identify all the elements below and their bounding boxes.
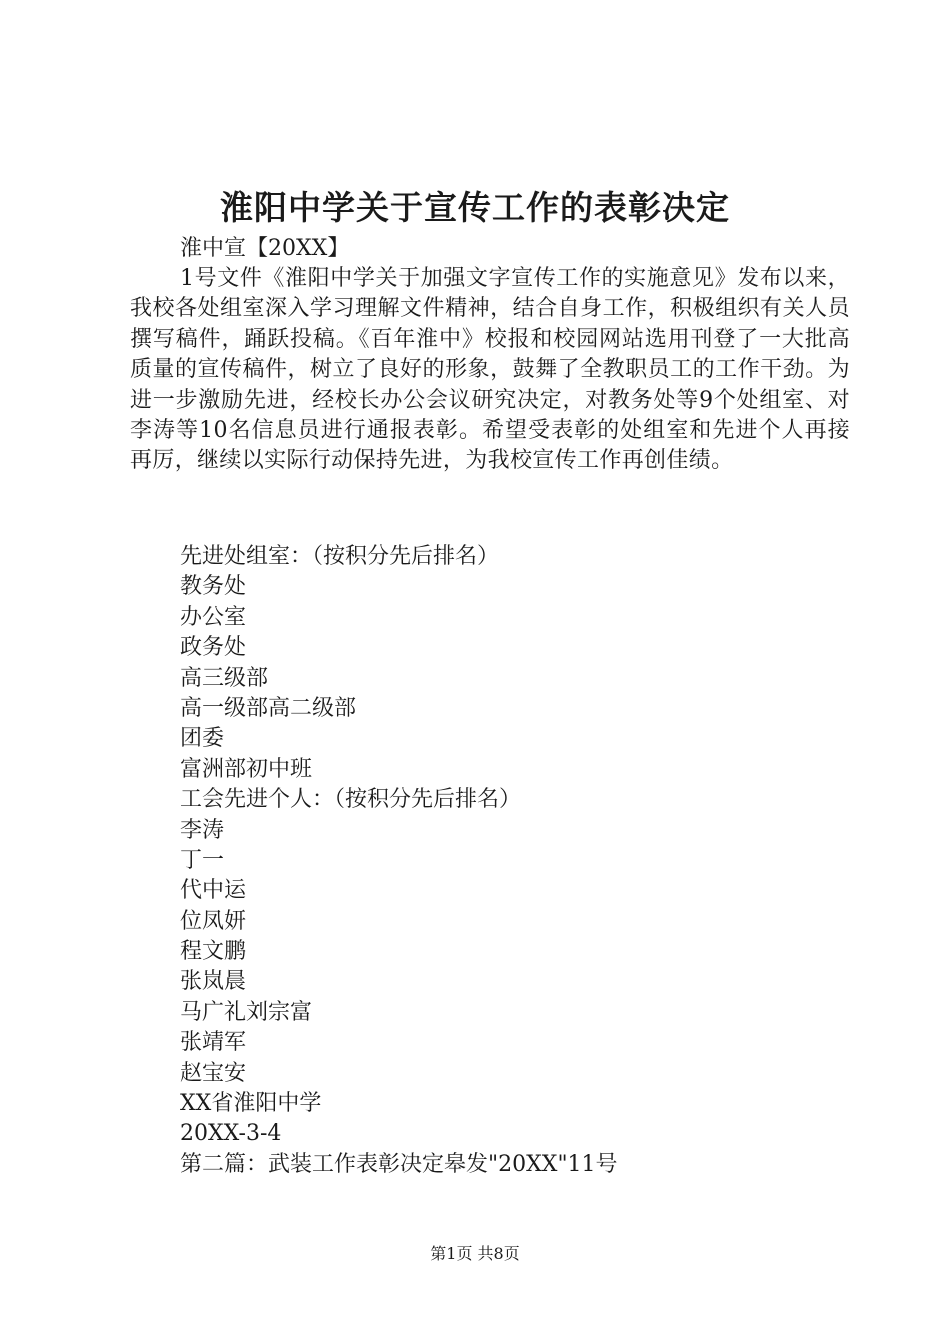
list-item: 先进处组室：（按积分先后排名）: [180, 544, 500, 569]
list-item: 高一级部高二级部: [180, 695, 357, 721]
list-item: 代中运: [180, 878, 247, 904]
list-item: XX省淮阳中学: [180, 1091, 322, 1117]
list-item: 马广礼刘宗富: [180, 999, 313, 1025]
list-item: 李涛: [180, 817, 225, 843]
list-item: 第二篇：武装工作表彰决定皋发"20XX"11号: [180, 1151, 618, 1177]
list-item: 教务处: [180, 574, 247, 600]
list-item: 政务处: [180, 635, 247, 661]
body-paragraph: 1号文件《淮阳中学关于加强文字宣传工作的实施意见》发布以来，我校各处组室深入学习理解文件精神，结合自身工作，积极组织有关人员撰写稿件，踊跃投稿。《百年淮中》校报和校园网站选用刊登了一大批高质量的宣传稿件，树立了良好的形象，鼓舞了全教职员工的工作干劲。为进一步激励先进，经校长办公会议研究决定，对教务处等9个处组室、对李涛等10名信息员进行通报表彰。希望受表彰的处组室和先进个人再接再厉，继续以实际行动保持先进，为我校宣传工作再创佳绩。: [130, 266, 850, 474]
list-item: 张岚晨: [180, 969, 247, 995]
list-item: 程文鹏: [180, 939, 247, 965]
list-item: 富洲部初中班: [180, 756, 313, 782]
list-item: 办公室: [180, 604, 247, 630]
document-number: 淮中宣【20XX】: [180, 236, 350, 261]
list-item: 丁一: [180, 847, 225, 873]
document-title: 淮阳中学关于宣传工作的表彰决定: [220, 188, 730, 227]
list-item: 20XX-3-4: [180, 1121, 282, 1147]
page-footer: 第1页 共8页: [430, 1244, 520, 1263]
list-item: 团委: [180, 726, 225, 752]
list-item: 工会先进个人：（按积分先后排名）: [180, 787, 522, 813]
list-item: 赵宝安: [180, 1060, 247, 1086]
list-item: 位凤妍: [180, 908, 247, 934]
list-item: 张靖军: [180, 1030, 247, 1056]
honor-list: [180, 542, 618, 1180]
list-item: 高三级部: [180, 665, 269, 691]
